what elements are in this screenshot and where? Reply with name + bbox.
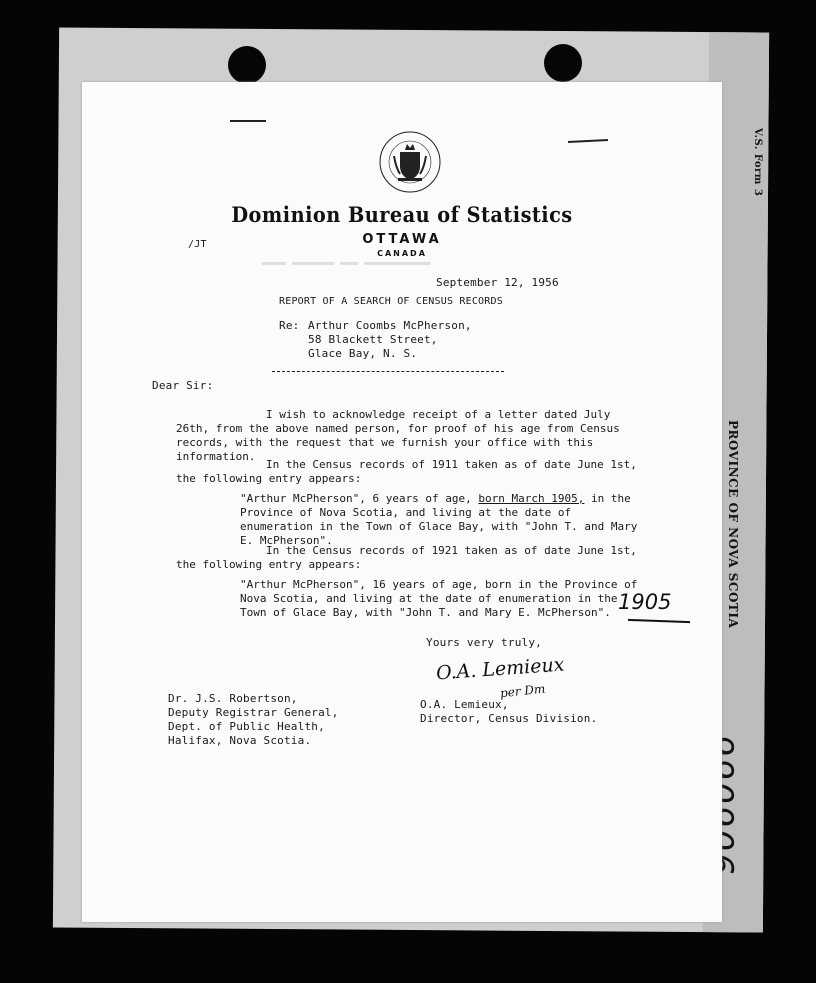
paragraph-1911-intro: In the Census records of 1911 taken as of date June 1st, the following entry appears: — [176, 458, 637, 485]
staple-mark — [568, 139, 608, 143]
recipient-line: Deputy Registrar General, — [168, 706, 339, 719]
organization-city: OTTAWA — [362, 232, 442, 247]
organization-country: CANADA — [377, 249, 427, 258]
separator-line — [272, 371, 504, 372]
reference-initials: /JT — [188, 239, 207, 250]
re-line: 58 Blackett Street, — [308, 333, 438, 346]
salutation: Dear Sir: — [152, 379, 214, 392]
bleed-through-text: ▬▬▬▬ ▬▬▬▬▬▬▬ ▬▬▬ ▬▬▬▬▬▬▬▬▬▬▬ — [262, 258, 431, 269]
signatory-title: Director, Census Division. — [420, 712, 598, 725]
re-line: Glace Bay, N. S. — [308, 347, 418, 360]
entry-1911 — [240, 492, 646, 548]
paragraph-acknowledgement: I wish to acknowledge receipt of a letter dated July 26th, from the above named person, for proof of his age from Census records, with the request that we furnish your office with this information. — [176, 408, 620, 463]
staple-mark — [230, 120, 266, 122]
form-label: V.S. Form 3 — [752, 128, 763, 197]
letter-subject: REPORT OF A SEARCH OF CENSUS RECORDS — [279, 296, 503, 307]
recipient-line: Dr. J.S. Robertson, — [168, 692, 298, 705]
punch-hole-left — [228, 46, 266, 84]
letter-page — [82, 82, 722, 922]
handwritten-signature: O.A. Lemieux — [435, 653, 566, 685]
handwritten-per: per Dm — [499, 681, 546, 701]
coat-of-arms-seal — [378, 130, 442, 194]
entry-1911-text: "Arthur McPherson", 6 years of age, — [240, 492, 479, 505]
signatory-name: O.A. Lemieux, — [420, 698, 509, 711]
closing: Yours very truly, — [426, 636, 542, 649]
re-label: Re: — [279, 319, 300, 332]
recipient-line: Halifax, Nova Scotia. — [168, 734, 312, 747]
punch-hole-right — [544, 44, 582, 82]
handwritten-margin-note: 1905 — [618, 590, 672, 614]
organization-name: Dominion Bureau of Statistics — [231, 202, 573, 227]
entry-1921: "Arthur McPherson", 16 years of age, born in the Province of Nova Scotia, and living at the date of enumeration in the Town of Glace Bay, with "John T. and Mary E. McPherson". — [240, 578, 638, 619]
province-label: PROVINCE OF NOVA SCOTIA — [726, 420, 740, 629]
letter-date: September 12, 1956 — [436, 276, 559, 289]
entry-1911-text: in the Province of Nova Scotia, and living at the date of enumeration in the Town of Glace Bay, with "John T. and Mary E. McPherson". — [240, 492, 638, 547]
paragraph-1921-intro: In the Census records of 1921 taken as of date June 1st, the following entry appears: — [176, 544, 637, 571]
recipient-line: Dept. of Public Health, — [168, 720, 325, 733]
birth-date-underlined: born March 1905, — [478, 492, 585, 505]
re-line: Arthur Coombs McPherson, — [308, 319, 472, 332]
